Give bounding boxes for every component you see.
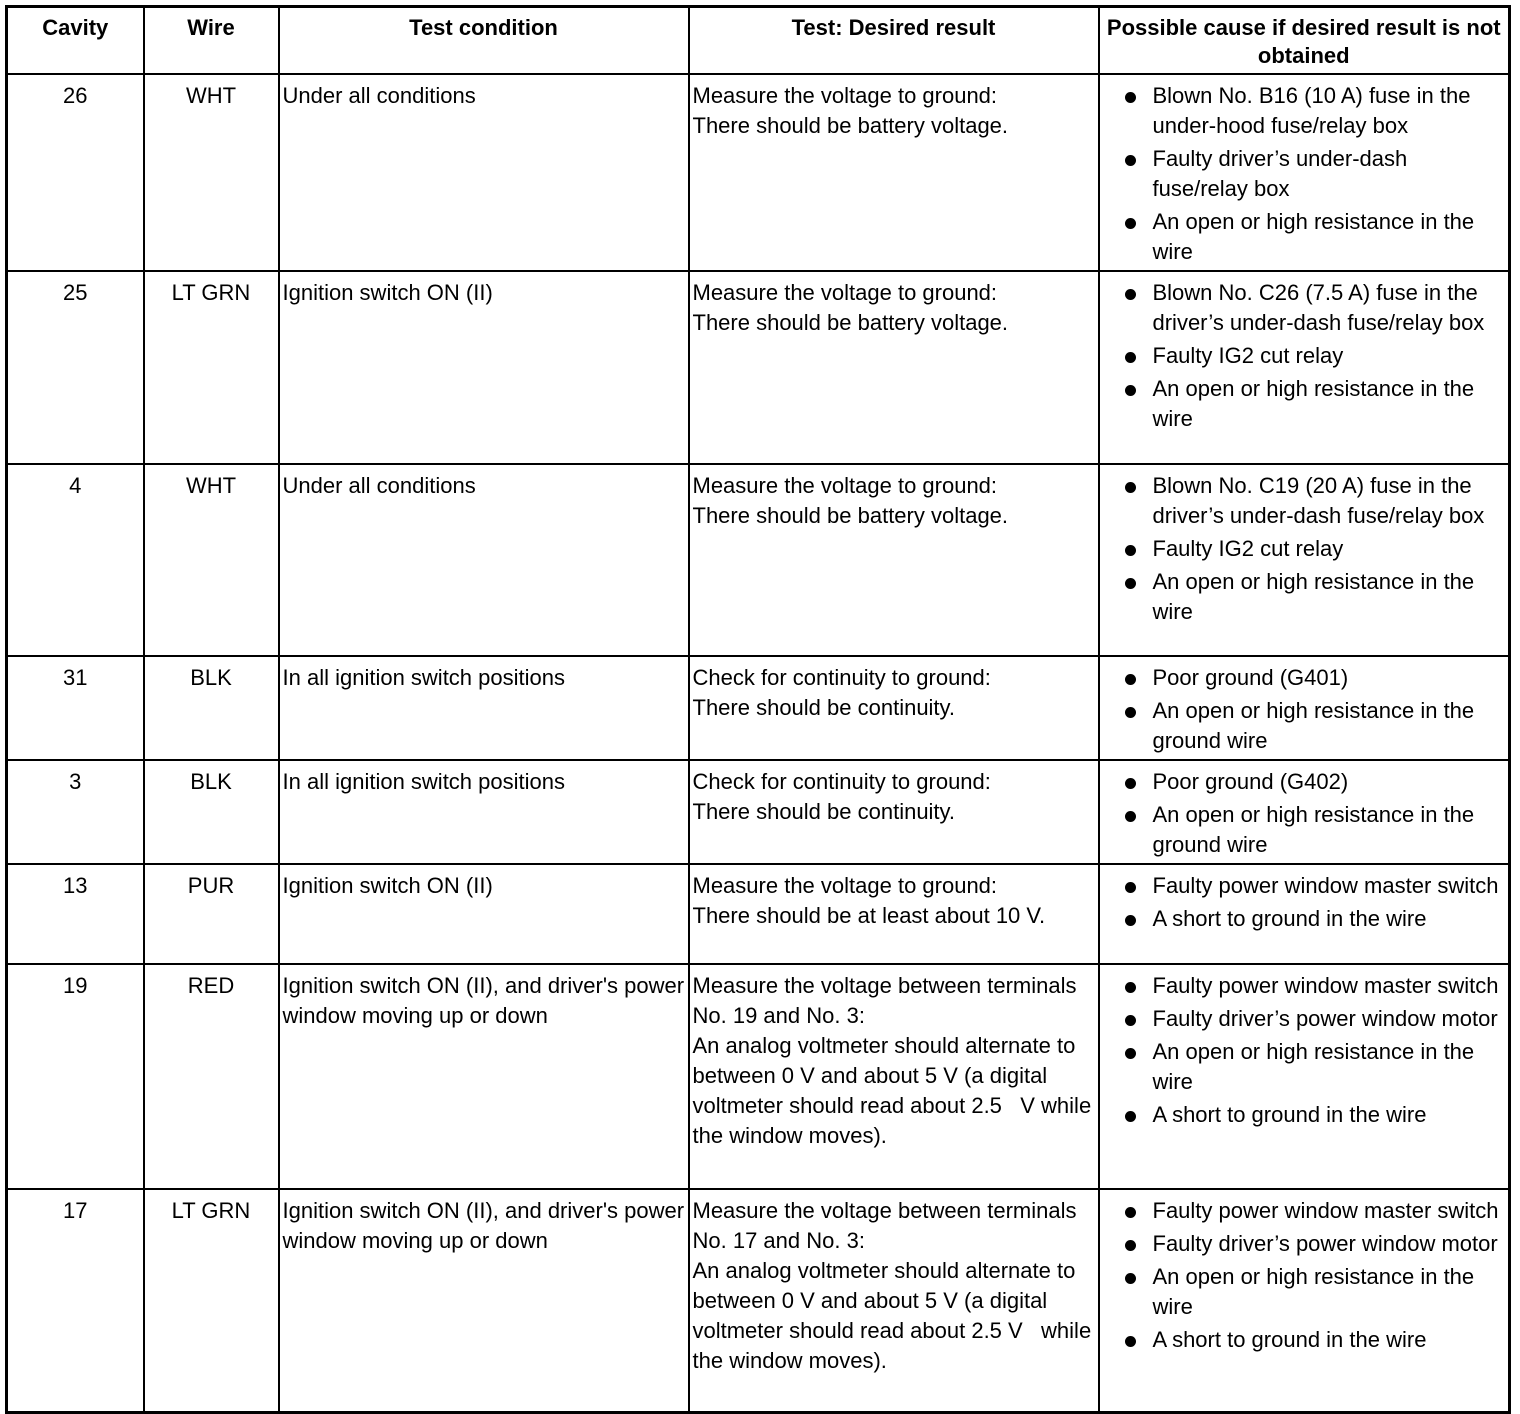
test-condition-cell: Ignition switch ON (II), and driver's power window moving up or down — [279, 964, 689, 1189]
cause-item: Blown No. C19 (20 A) fuse in the driver’s under-dash fuse/relay box — [1153, 471, 1506, 531]
desired-result-cell: Measure the voltage to ground: There should be battery voltage. — [689, 271, 1099, 464]
cavity-cell: 26 — [7, 74, 144, 271]
wire-cell: BLK — [144, 656, 279, 760]
cause-list — [1103, 1196, 1506, 1355]
desired-result-cell: Measure the voltage to ground: There should be battery voltage. — [689, 464, 1099, 656]
wire-cell: WHT — [144, 74, 279, 271]
possible-cause-cell — [1099, 464, 1510, 656]
wire-cell: LT GRN — [144, 271, 279, 464]
test-condition-cell: Ignition switch ON (II) — [279, 864, 689, 964]
cause-list — [1103, 81, 1506, 267]
cause-item: An open or high resistance in the wire — [1153, 207, 1506, 267]
header-possible-cause: Possible cause if desired result is not obtained — [1099, 7, 1510, 74]
cavity-cell: 13 — [7, 864, 144, 964]
cause-item: An open or high resistance in the ground wire — [1153, 800, 1506, 860]
header-test-condition: Test condition — [279, 7, 689, 74]
cause-item: Faulty power window master switch — [1153, 1196, 1506, 1226]
table-row — [7, 74, 1510, 271]
cause-item: An open or high resistance in the wire — [1153, 567, 1506, 627]
cause-item: Faulty power window master switch — [1153, 871, 1506, 901]
cavity-cell: 3 — [7, 760, 144, 864]
possible-cause-cell — [1099, 964, 1510, 1189]
header-row — [7, 7, 1510, 74]
table-row — [7, 1189, 1510, 1413]
cavity-cell: 31 — [7, 656, 144, 760]
cause-item: A short to ground in the wire — [1153, 1325, 1506, 1355]
cause-list — [1103, 278, 1506, 434]
cause-item: Faulty IG2 cut relay — [1153, 341, 1506, 371]
cause-list — [1103, 767, 1506, 860]
test-condition-cell: Under all conditions — [279, 464, 689, 656]
cause-item: A short to ground in the wire — [1153, 904, 1506, 934]
cause-item: Faulty driver’s power window motor — [1153, 1004, 1506, 1034]
desired-result-cell: Measure the voltage to ground: There should be battery voltage. — [689, 74, 1099, 271]
cause-item: A short to ground in the wire — [1153, 1100, 1506, 1130]
wire-cell: BLK — [144, 760, 279, 864]
cavity-cell: 17 — [7, 1189, 144, 1413]
table-row — [7, 964, 1510, 1189]
possible-cause-cell — [1099, 1189, 1510, 1413]
test-condition-cell: Under all conditions — [279, 74, 689, 271]
cause-item: Poor ground (G401) — [1153, 663, 1506, 693]
possible-cause-cell — [1099, 760, 1510, 864]
possible-cause-cell — [1099, 271, 1510, 464]
wire-cell: PUR — [144, 864, 279, 964]
table-row — [7, 656, 1510, 760]
table-row — [7, 760, 1510, 864]
wire-cell: LT GRN — [144, 1189, 279, 1413]
possible-cause-cell — [1099, 74, 1510, 271]
connector-test-table — [5, 5, 1511, 1414]
test-condition-cell: Ignition switch ON (II) — [279, 271, 689, 464]
test-condition-cell: Ignition switch ON (II), and driver's power window moving up or down — [279, 1189, 689, 1413]
cavity-cell: 25 — [7, 271, 144, 464]
desired-result-cell: Check for continuity to ground: There should be continuity. — [689, 656, 1099, 760]
cause-list — [1103, 871, 1506, 934]
table-row — [7, 271, 1510, 464]
cause-item: Blown No. C26 (7.5 A) fuse in the driver’s under-dash fuse/relay box — [1153, 278, 1506, 338]
cause-item: Faulty driver’s power window motor — [1153, 1229, 1506, 1259]
wire-cell: RED — [144, 964, 279, 1189]
test-condition-cell: In all ignition switch positions — [279, 760, 689, 864]
test-condition-cell: In all ignition switch positions — [279, 656, 689, 760]
cause-item: Blown No. B16 (10 A) fuse in the under-hood fuse/relay box — [1153, 81, 1506, 141]
cause-item: An open or high resistance in the ground wire — [1153, 696, 1506, 756]
desired-result-cell: Check for continuity to ground: There should be continuity. — [689, 760, 1099, 864]
table-row — [7, 864, 1510, 964]
cause-item: Faulty power window master switch — [1153, 971, 1506, 1001]
wire-cell: WHT — [144, 464, 279, 656]
desired-result-cell: Measure the voltage to ground: There should be at least about 10 V. — [689, 864, 1099, 964]
cause-item: An open or high resistance in the wire — [1153, 1262, 1506, 1322]
header-desired-result: Test: Desired result — [689, 7, 1099, 74]
desired-result-cell: Measure the voltage between terminals No. 19 and No. 3: An analog voltmeter should alternate to between 0 V and about 5 V (a digital voltmeter should read about 2.5 V while the window moves). — [689, 964, 1099, 1189]
cavity-cell: 19 — [7, 964, 144, 1189]
desired-result-cell: Measure the voltage between terminals No. 17 and No. 3: An analog voltmeter should alternate to between 0 V and about 5 V (a digital voltmeter should read about 2.5 V while the window moves). — [689, 1189, 1099, 1413]
possible-cause-cell — [1099, 656, 1510, 760]
cause-item: Faulty IG2 cut relay — [1153, 534, 1506, 564]
cause-item: An open or high resistance in the wire — [1153, 374, 1506, 434]
cause-list — [1103, 971, 1506, 1130]
cavity-cell: 4 — [7, 464, 144, 656]
cause-item: Poor ground (G402) — [1153, 767, 1506, 797]
table-row — [7, 464, 1510, 656]
header-wire: Wire — [144, 7, 279, 74]
possible-cause-cell — [1099, 864, 1510, 964]
cause-list — [1103, 663, 1506, 756]
header-cavity: Cavity — [7, 7, 144, 74]
cause-item: Faulty driver’s under-dash fuse/relay box — [1153, 144, 1506, 204]
cause-item: An open or high resistance in the wire — [1153, 1037, 1506, 1097]
cause-list — [1103, 471, 1506, 627]
